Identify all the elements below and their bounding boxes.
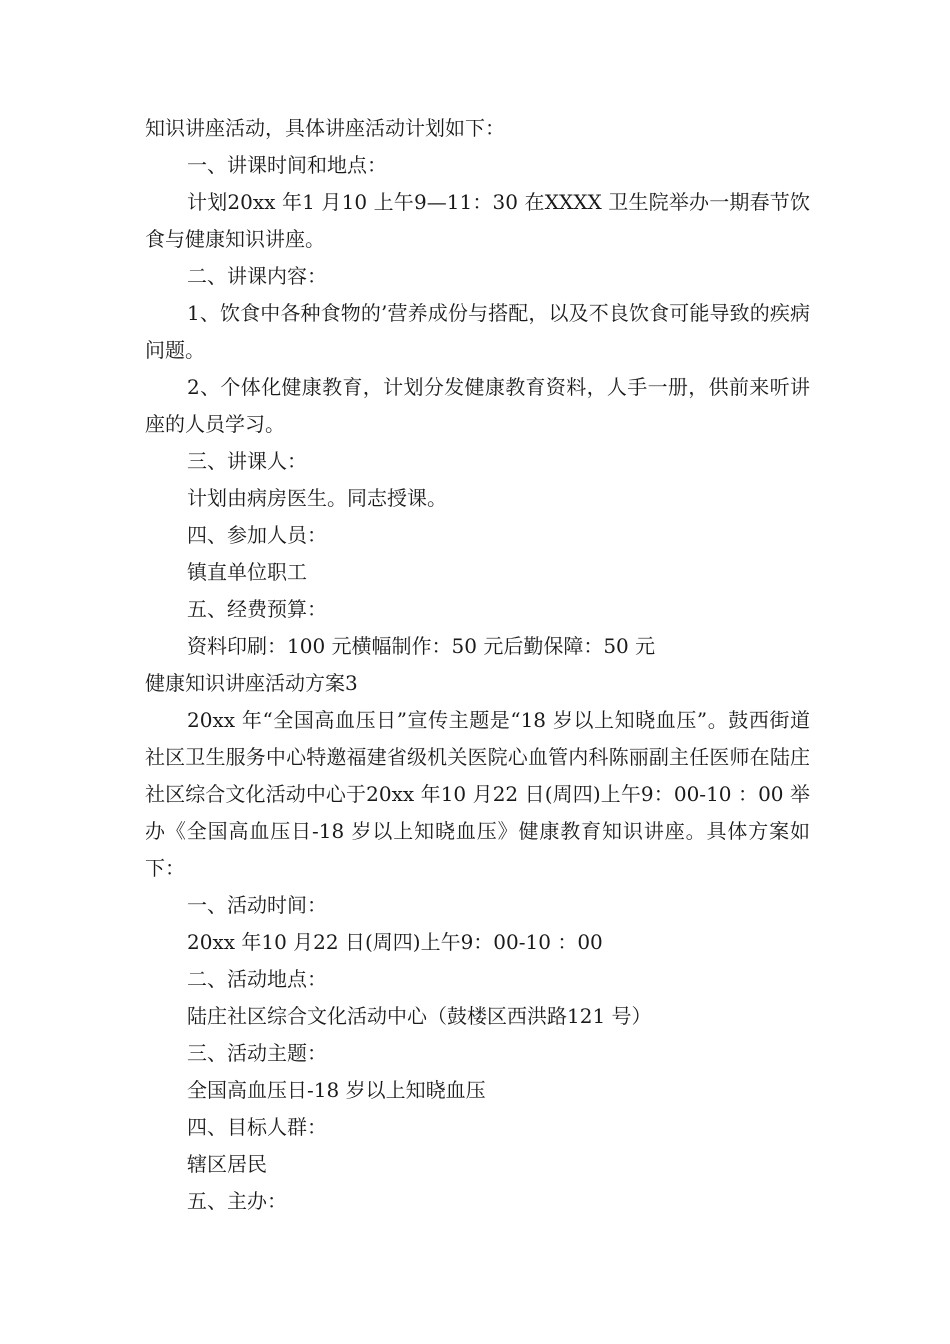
document-subtitle: 健康知识讲座活动方案3: [145, 671, 358, 695]
section-heading: 五、主办：: [187, 1189, 287, 1213]
paragraph: 20xx 年10 月22 日(周四)上午9：00-10 ：00: [187, 930, 603, 954]
paragraph: 2、个体化健康教育，计划分发健康教育资料，人手一册，供前来听讲座的人员学习。: [145, 375, 810, 436]
section-heading: 四、参加人员：: [187, 523, 327, 547]
paragraph: 计划20xx 年1 月10 上午9—11：30 在XXXX 卫生院举办一期春节饮食与健康知识讲座。: [145, 190, 810, 251]
paragraph: 知识讲座活动，具体讲座活动计划如下：: [145, 116, 505, 140]
document-body: [145, 110, 810, 1220]
paragraph: 全国高血压日-18 岁以上知晓血压: [187, 1078, 486, 1102]
paragraph: 陆庄社区综合文化活动中心（鼓楼区西洪路121 号）: [187, 1004, 652, 1028]
paragraph: 1、饮食中各种食物的’营养成份与搭配，以及不良饮食可能导致的疾病问题。: [145, 301, 810, 362]
paragraph: 20xx 年“全国高血压日”宣传主题是“18 岁以上知晓血压”。鼓西街道社区卫生服务中心特邀福建省级机关医院心血管内科陈丽副主任医师在陆庄社区综合文化活动中心于20xx 年10 月22 日(周四)上午9：00-10 ：00 举办《全国高血压日-18 岁以上知晓血压》健康教育知识讲座。具体方案如下：: [145, 708, 810, 880]
section-heading: 二、活动地点：: [187, 967, 327, 991]
section-heading: 一、讲课时间和地点：: [187, 153, 387, 177]
section-heading: 三、活动主题：: [187, 1041, 327, 1065]
section-heading: 一、活动时间：: [187, 893, 327, 917]
paragraph: 辖区居民: [187, 1152, 267, 1176]
section-heading: 四、目标人群：: [187, 1115, 327, 1139]
paragraph: 计划由病房医生。同志授课。: [187, 486, 447, 510]
section-heading: 二、讲课内容：: [187, 264, 327, 288]
paragraph: 镇直单位职工: [187, 560, 307, 584]
section-heading: 五、经费预算：: [187, 597, 327, 621]
paragraph: 资料印刷：100 元横幅制作：50 元后勤保障：50 元: [187, 634, 656, 658]
section-heading: 三、讲课人：: [187, 449, 307, 473]
